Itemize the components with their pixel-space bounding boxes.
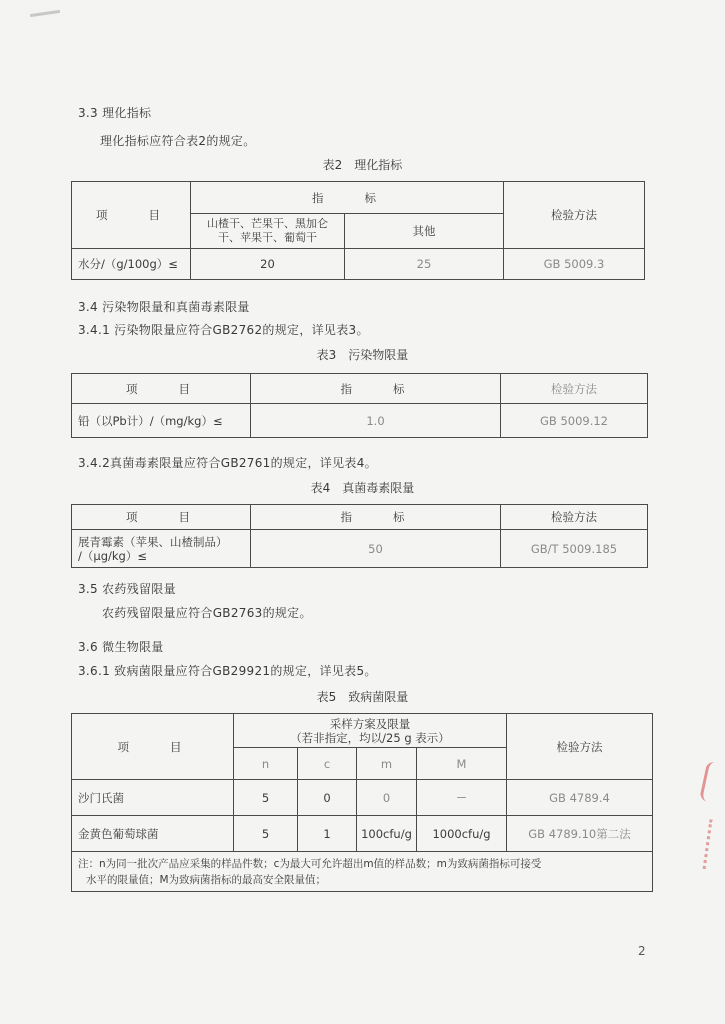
table5-row2-n: 5: [234, 816, 298, 852]
table5-row1-n: 5: [234, 780, 298, 816]
page-number: 2: [638, 944, 646, 958]
table4-value: 50: [251, 530, 501, 568]
table4-caption: 表4 真菌毒素限量: [310, 481, 415, 495]
table2-subheader-dried-fruits: 山楂干、芒果干、黑加仑干、苹果干、葡萄干: [191, 214, 345, 249]
section-body-3-4-1: 3.4.1 污染物限量应符合GB2762的规定，详见表3。: [78, 323, 369, 337]
section-heading-3-5: 3.5 农药残留限量: [78, 582, 176, 596]
table5-header-item: 项 目: [72, 714, 234, 780]
table3-caption: 表3 污染物限量: [316, 348, 409, 362]
table5-row1-name: 沙门氏菌: [72, 780, 234, 816]
table5-row2-M: 1000cfu/g: [417, 816, 507, 852]
table4-header-method: 检验方法: [501, 505, 648, 530]
table3-header-item: 项 目: [72, 374, 251, 404]
table2-value-dried-fruits: 20: [191, 249, 345, 280]
table5-subheader-M: M: [417, 748, 507, 780]
table4-method: GB/T 5009.185: [501, 530, 648, 568]
table2-header-index: 指 标: [191, 182, 504, 214]
table4-row-label-line1: 展青霉素（苹果、山楂制品）: [78, 534, 228, 549]
table2-subheader-other: 其他: [345, 214, 504, 249]
table4-header-index: 指 标: [251, 505, 501, 530]
table3-method: GB 5009.12: [501, 404, 648, 438]
table5-note: [72, 852, 653, 892]
table-row: [72, 780, 653, 816]
table4: [71, 504, 648, 568]
table4-header-item: 项 目: [72, 505, 251, 530]
table2-header-item: 项 目: [72, 182, 191, 249]
table2-row-label: 水分/（g/100g）≤: [72, 249, 191, 280]
table3-header-method: 检验方法: [501, 374, 648, 404]
table5-note-line1: 注：n为同一批次产品应采集的样品件数；c为最大可允许超出m值的样品数；m为致病菌指标可接受: [78, 857, 542, 870]
red-stamp-edge-lower: [703, 819, 725, 871]
section-heading-3-6: 3.6 微生物限量: [78, 640, 164, 654]
table5-row1-m: 0: [357, 780, 417, 816]
table2-value-other: 25: [345, 249, 504, 280]
table2-caption: 表2 理化指标: [322, 158, 403, 172]
section-body-3-3: 理化指标应符合表2的规定。: [100, 134, 256, 148]
table5-row1-method: GB 4789.4: [507, 780, 653, 816]
table2-header-method: 检验方法: [504, 182, 645, 249]
table4-row-label: [72, 530, 251, 568]
table3-row-label: 铅（以Pb计）/（mg/kg）≤: [72, 404, 251, 438]
section-heading-3-4: 3.4 污染物限量和真菌毒素限量: [78, 300, 250, 314]
scan-mark-top: [30, 10, 60, 17]
table5-row2-c: 1: [298, 816, 357, 852]
table5-subheader-c: c: [298, 748, 357, 780]
table5-header-method: 检验方法: [507, 714, 653, 780]
table5-header-plan-line2: （若非指定，均以/25 g 表示）: [290, 730, 450, 745]
table2-method: GB 5009.3: [504, 249, 645, 280]
red-stamp-edge: [699, 761, 724, 804]
table5-header-plan-line1: 采样方案及限量: [329, 716, 411, 731]
table5-subheader-m: m: [357, 748, 417, 780]
table5-row2-m: 100cfu/g: [357, 816, 417, 852]
table-row: [72, 816, 653, 852]
table5-header-plan: [234, 714, 507, 748]
table3-value: 1.0: [251, 404, 501, 438]
table3-header-index: 指 标: [251, 374, 501, 404]
table5: [71, 713, 653, 892]
table2: [71, 181, 645, 280]
section-body-3-6-1: 3.6.1 致病菌限量应符合GB29921的规定，详见表5。: [78, 664, 377, 678]
section-body-3-5: 农药残留限量应符合GB2763的规定。: [102, 606, 312, 620]
table4-row-label-line2: /（μg/kg）≤: [78, 548, 147, 563]
table5-row2-name: 金黄色葡萄球菌: [72, 816, 234, 852]
table5-row1-M: －: [417, 780, 507, 816]
section-heading-3-3: 3.3 理化指标: [78, 106, 152, 120]
section-body-3-4-2: 3.4.2真菌毒素限量应符合GB2761的规定，详见表4。: [78, 456, 377, 470]
table5-row1-c: 0: [298, 780, 357, 816]
table5-subheader-n: n: [234, 748, 298, 780]
table5-row2-method: GB 4789.10第二法: [507, 816, 653, 852]
table5-caption: 表5 致病菌限量: [316, 690, 409, 704]
table3: [71, 373, 648, 438]
table5-note-line2: 水平的限量值；M为致病菌指标的最高安全限量值；: [86, 873, 327, 886]
